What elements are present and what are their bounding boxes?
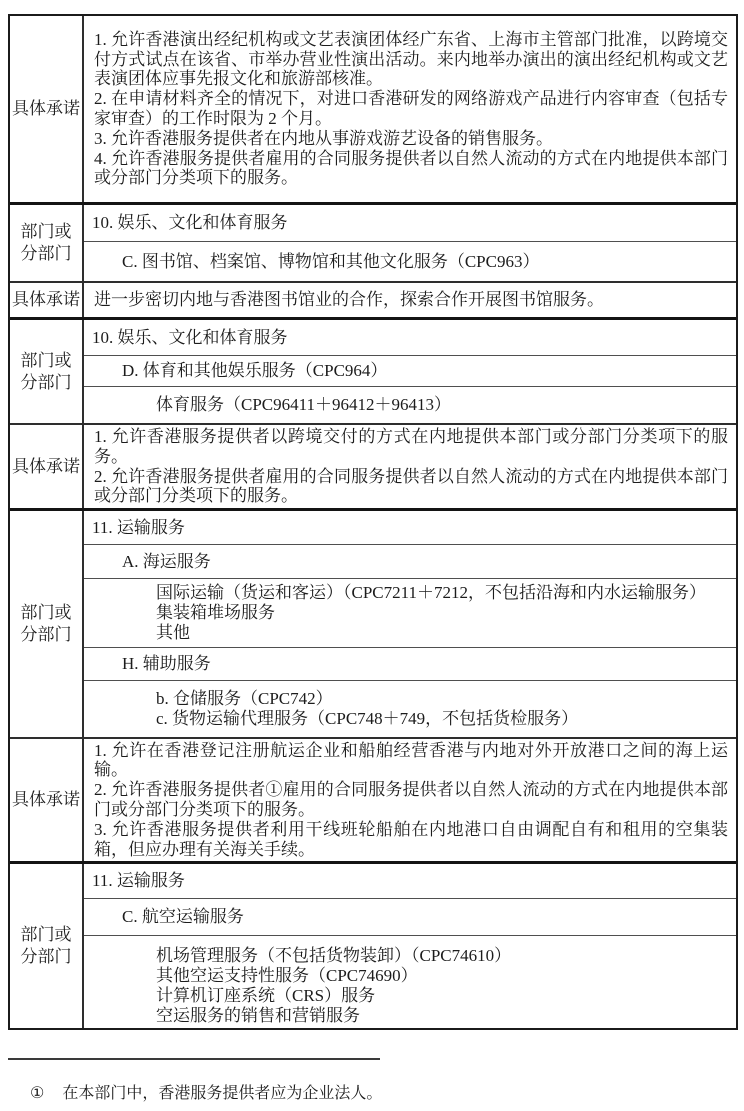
sector-row	[84, 864, 736, 898]
commitment-paragraph: 1. 允许在香港登记注册航运企业和船舶经营香港与内地对外开放港口之间的海上运输。	[94, 740, 728, 780]
row-label-text: 部门或分部门	[20, 222, 72, 263]
table-row-commitment	[10, 737, 736, 861]
row-label-commitment	[10, 16, 84, 202]
sector-row-text: 空运服务的销售和营销服务	[156, 1006, 360, 1025]
sector-row-text: 其他空运支持性服务（CPC74690）	[156, 966, 418, 985]
commitment-paragraph: 3. 允许香港服务提供者利用干线班轮船舶在内地港口自由调配自有和租用的空集装箱，但应办理有关海关手续。	[94, 819, 728, 859]
footnote-marker: ①	[30, 1085, 45, 1102]
sector-row-text: 体育服务（CPC96411＋96412＋96413）	[156, 395, 452, 414]
sector-row	[84, 511, 736, 544]
footnote-text: 在本部门中，香港服务提供者应为企业法人。	[62, 1085, 383, 1102]
sector-row	[84, 544, 736, 578]
sector-row-text: 11. 运输服务	[92, 517, 185, 537]
sector-rows	[84, 205, 736, 281]
sector-row	[84, 241, 736, 281]
table-row-sector-group	[10, 202, 736, 281]
sector-row	[84, 578, 736, 647]
table-row-sector-group	[10, 317, 736, 423]
row-label-text: 部门或分部门	[20, 350, 72, 392]
sector-row	[84, 355, 736, 386]
commitment-cell	[84, 739, 736, 861]
sector-row-text: c. 货物运输代理服务（CPC748＋749，不包括货检服务）	[156, 709, 579, 728]
row-label-text: 具体承诺	[12, 456, 80, 476]
table-row-sector-group	[10, 508, 736, 737]
row-label-sector	[10, 864, 84, 1028]
sector-row-text: 10. 娱乐、文化和体育服务	[92, 213, 288, 232]
row-label-sector	[10, 511, 84, 737]
row-label-commitment	[10, 283, 84, 317]
sector-row-text: A. 海运服务	[122, 551, 211, 571]
table-row-commitment	[10, 281, 736, 317]
sector-row-text: 机场管理服务（不包括货物装卸）（CPC74610）	[156, 946, 512, 965]
commitment-paragraph: 2. 允许香港服务提供者①雇用的合同服务提供者以自然人流动的方式在内地提供本部门或分部门分类项下的服务。	[94, 780, 728, 819]
sector-row	[84, 320, 736, 355]
row-label-text: 具体承诺	[12, 99, 80, 118]
sector-row	[84, 680, 736, 737]
commitment-cell	[84, 425, 736, 508]
row-label-sector	[10, 205, 84, 281]
commitment-paragraph: 3. 允许香港服务提供者在内地从事游戏游艺设备的销售服务。	[94, 128, 553, 148]
sector-row-text: C. 图书馆、档案馆、博物馆和其他文化服务（CPC963）	[122, 251, 540, 271]
commitment-paragraph: 1. 允许香港服务提供者以跨境交付的方式在内地提供本部门或分部门分类项下的服务。	[94, 426, 728, 466]
sector-rows	[84, 320, 736, 423]
table-row-sector-group	[10, 861, 736, 1028]
sector-row-text: 国际运输（货运和客运）（CPC7211＋7212，不包括沿海和内水运输服务）	[156, 583, 707, 602]
sector-row-text: 其他	[156, 623, 190, 642]
sector-row-text: C. 航空运输服务	[122, 907, 244, 926]
row-label-text: 部门或分部门	[20, 925, 72, 966]
commitment-cell	[84, 16, 736, 202]
row-label-commitment	[10, 425, 84, 508]
sector-rows	[84, 511, 736, 737]
row-label-commitment	[10, 739, 84, 861]
sector-row	[84, 205, 736, 241]
row-label-sector	[10, 320, 84, 423]
sector-row	[84, 898, 736, 935]
sector-row	[84, 935, 736, 1028]
commitment-paragraph: 1. 允许香港演出经纪机构或文艺表演团体经广东省、上海市主管部门批准，以跨境交付方式试点在该省、市举办营业性演出活动。来内地举办演出的演出经纪机构或文艺表演团体应事先报文化和旅游部核准。	[94, 29, 728, 89]
sector-row-text: 11. 运输服务	[92, 871, 185, 890]
sector-rows	[84, 864, 736, 1028]
sector-row	[84, 647, 736, 680]
table-row-commitment	[10, 16, 736, 202]
row-label-text: 具体承诺	[12, 790, 80, 809]
row-label-text: 具体承诺	[12, 290, 80, 309]
footnote	[30, 1084, 382, 1104]
footnote-separator	[8, 1058, 380, 1060]
sector-row-text: D. 体育和其他娱乐服务（CPC964）	[122, 361, 388, 380]
row-label-text: 部门或分部门	[20, 603, 72, 644]
sector-row-text: H. 辅助服务	[122, 654, 211, 673]
sector-row-text: 计算机订座系统（CRS）服务	[156, 986, 376, 1005]
commitment-paragraph: 2. 在申请材料齐全的情况下，对进口香港研发的网络游戏产品进行内容审查（包括专家审查）的工作时限为 2 个月。	[94, 89, 728, 128]
commitment-paragraph: 4. 允许香港服务提供者雇用的合同服务提供者以自然人流动的方式在内地提供本部门或分部门分类项下的服务。	[94, 148, 728, 188]
commitment-cell	[84, 283, 736, 317]
sector-row	[84, 386, 736, 423]
commitment-paragraph: 2. 允许香港服务提供者雇用的合同服务提供者以自然人流动的方式在内地提供本部门或分部门分类项下的服务。	[94, 466, 728, 506]
sector-row-text: 10. 娱乐、文化和体育服务	[92, 327, 288, 347]
sector-row-text: 集装箱堆场服务	[156, 603, 275, 622]
commitments-table	[8, 14, 738, 1030]
sector-row-text: b. 仓储服务（CPC742）	[156, 689, 333, 708]
table-row-commitment	[10, 423, 736, 508]
commitment-paragraph: 进一步密切内地与香港图书馆业的合作，探索合作开展图书馆服务。	[94, 290, 604, 310]
